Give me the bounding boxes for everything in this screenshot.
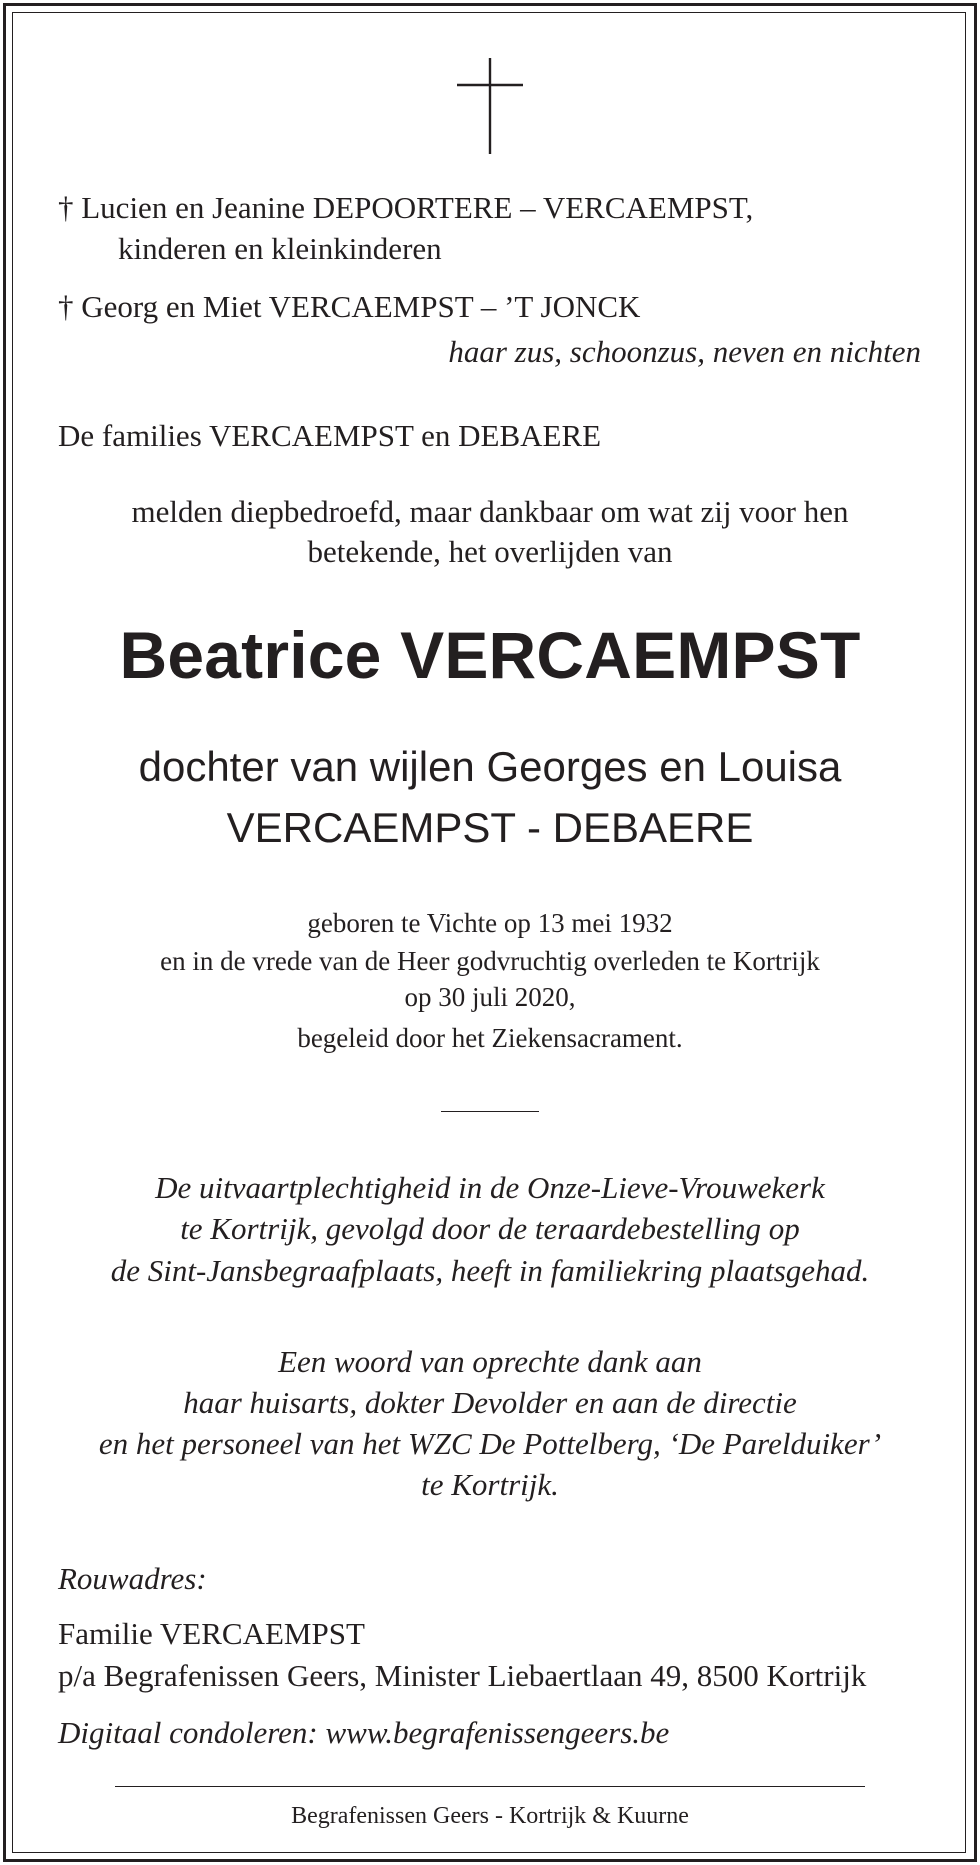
family-line-2-continued: haar zus, schoonzus, neven en nichten [448, 334, 921, 369]
footer-divider [115, 1786, 865, 1787]
footer-credit: Begrafenissen Geers - Kortrijk & Kuurne [291, 1803, 689, 1829]
address-street: p/a Begrafenissen Geers, Minister Liebaertlaan 49, 8500 Kortrijk [58, 1658, 867, 1693]
address-heading: Rouwadres: [58, 1561, 207, 1596]
death-date: op 30 juli 2020, [404, 982, 576, 1012]
family-line-1-continued: kinderen en kleinkinderen [118, 231, 442, 266]
short-divider [441, 1111, 539, 1112]
parents-line-2: VERCAEMPST - DEBAERE [226, 804, 754, 851]
announcement-line-2: betekende, het overlijden van [307, 534, 673, 569]
funeral-line-3: de Sint-Jansbegraafplaats, heeft in familiekring plaatsgehad. [110, 1253, 870, 1288]
thanks-line-3: en het personeel van het WZC De Pottelberg, ‘De Parelduiker’ [98, 1426, 882, 1461]
family-line-1: † Lucien en Jeanine DEPOORTERE – VERCAEMPST, [58, 190, 754, 225]
sacrament-line: begeleid door het Ziekensacrament. [297, 1023, 683, 1053]
thanks-line-2: haar huisarts, dokter Devolder en aan de directie [183, 1385, 797, 1420]
funeral-line-2: te Kortrijk, gevolgd door de teraardebestelling op [180, 1211, 800, 1246]
address-name: Familie VERCAEMPST [58, 1616, 365, 1651]
funeral-line-1: De uitvaartplechtigheid in de Onze-Lieve-Vrouwekerk [155, 1170, 825, 1205]
thanks-line-1: Een woord van oprechte dank aan [278, 1344, 702, 1379]
cross-icon [457, 58, 523, 158]
family-line-3: De families VERCAEMPST en DEBAERE [58, 418, 602, 453]
death-line: en in de vrede van de Heer godvruchtig overleden te Kortrijk [160, 946, 820, 976]
family-line-2: † Georg en Miet VERCAEMPST – ’T JONCK [58, 289, 641, 324]
thanks-line-4: te Kortrijk. [421, 1467, 559, 1502]
deceased-name: Beatrice VERCAEMPST [119, 618, 861, 692]
birth-line: geboren te Vichte op 13 mei 1932 [307, 908, 673, 938]
announcement-line-1: melden diepbedroefd, maar dankbaar om wat zij voor hen [131, 494, 849, 529]
parents-line-1: dochter van wijlen Georges en Louisa [138, 743, 842, 790]
condolence-link[interactable]: Digitaal condoleren: www.begrafenissengeers.be [58, 1715, 670, 1750]
